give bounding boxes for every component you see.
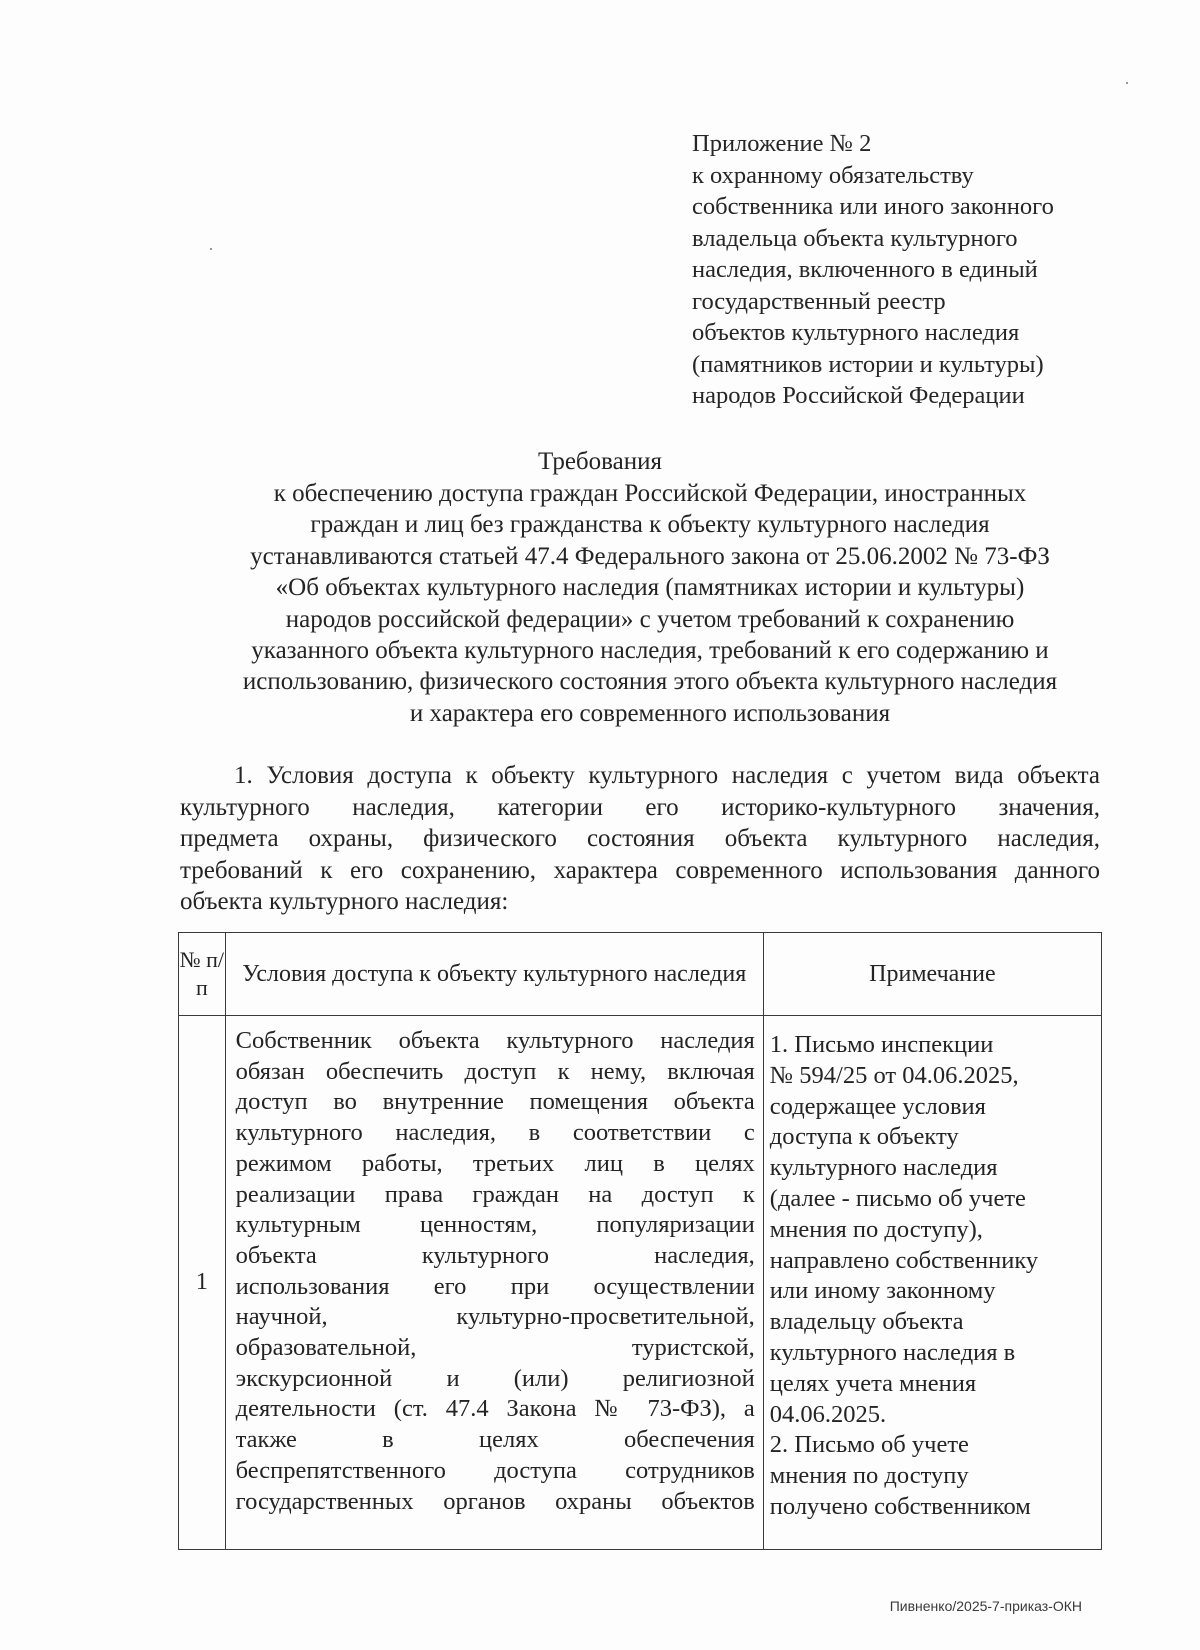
note-line: доступа к объекту: [769, 1123, 959, 1151]
conditions-line: Собственник объекта культурного наследия: [235, 1027, 755, 1054]
conditions-line: культурного наследия, в соответствии с: [235, 1119, 755, 1147]
conditions-line: объекта культурного наследия,: [235, 1241, 755, 1269]
note-line: № 594/25 от 04.06.2025,: [769, 1061, 1019, 1089]
note-line: мнения по доступу),: [769, 1215, 983, 1243]
requirements-line: «Об объектах культурного наследия (памятниках истории и культуры): [275, 574, 1025, 602]
conditions-line: режимом работы, третьих лиц в целях: [235, 1149, 755, 1177]
annex-header: [692, 128, 1132, 412]
row-conditions: [225, 1016, 763, 1550]
note-line: (далее - письмо об учете: [769, 1184, 1026, 1212]
section-1-paragraph: [180, 760, 1100, 918]
access-conditions-table: [178, 932, 1102, 1550]
paragraph-line: предмета охраны, физического состояния объекта культурного наследия,: [180, 825, 1100, 852]
header-conditions: Условия доступа к объекту культурного наследия: [225, 933, 763, 1016]
requirements-line: использованию, физического состояния этого объекта культурного наследия: [242, 668, 1058, 696]
requirements-line: народов российской федерации» с учетом требований к сохранению: [285, 605, 1015, 633]
document-footer: Пивненко/2025-7-приказ-ОКН: [889, 1598, 1082, 1614]
conditions-line: образовательной, туристской,: [235, 1334, 755, 1362]
note-line: 04.06.2025.: [769, 1400, 887, 1428]
row-note: [763, 1016, 1101, 1550]
scan-speck: [1126, 82, 1128, 84]
note-line: направлено собственнику: [769, 1246, 1039, 1274]
requirements-line: и характера его современного использования: [409, 699, 891, 727]
note-line: культурного наследия в: [769, 1338, 1016, 1366]
annex-line: объектов культурного наследия: [692, 319, 1020, 346]
table-row: [179, 1016, 1102, 1550]
note-line: или иному законному: [769, 1277, 996, 1305]
header-number: № п/п: [179, 933, 226, 1016]
paragraph-line: 1. Условия доступа к объекту культурного наследия с учетом вида объекта: [234, 762, 1100, 789]
note-line: мнения по доступу: [769, 1462, 969, 1490]
annex-line: владельца объекта культурного: [692, 224, 1018, 252]
conditions-line: беспрепятственного доступа сотрудников: [235, 1456, 755, 1484]
annex-line: наследия, включенного в единый: [692, 256, 1038, 283]
requirements-title: Требования: [538, 448, 662, 475]
conditions-line: культурным ценностям, популяризации: [235, 1211, 755, 1239]
conditions-line: экскурсионной и (или) религиозной: [235, 1364, 755, 1392]
paragraph-line: требований к его сохранению, характера современного использования данного: [180, 856, 1100, 884]
note-line: содержащее условия: [769, 1092, 986, 1120]
annex-line: к охранному обязательству: [692, 161, 974, 189]
conditions-line: доступ во внутренние помещения объекта: [235, 1088, 755, 1116]
conditions-line: обязан обеспечить доступ к нему, включая: [235, 1057, 755, 1085]
annex-line: народов Российской Федерации: [692, 382, 1025, 409]
note-line: культурного наследия: [769, 1154, 998, 1182]
paragraph-line: объекта культурного наследия:: [180, 888, 509, 915]
note-line: получено собственником: [769, 1492, 1031, 1520]
note-line: целях учета мнения: [769, 1369, 977, 1397]
paragraph-line: культурного наследия, категории его историко-культурного значения,: [180, 793, 1100, 821]
requirements-line: к обеспечению доступа граждан Российской Федерации, иностранных: [273, 480, 1027, 507]
annex-line: Приложение № 2: [692, 130, 872, 157]
conditions-line: научной, культурно-просветительной,: [235, 1303, 755, 1331]
note-line: 1. Письмо инспекции: [769, 1031, 994, 1058]
conditions-line: государственных органов охраны объектов: [235, 1487, 755, 1515]
conditions-line: деятельности (ст. 47.4 Закона № 73-ФЗ), а: [235, 1395, 755, 1423]
annex-line: собственника или иного законного: [692, 193, 1054, 220]
annex-line: государственный реестр: [692, 287, 946, 315]
scan-speck: [210, 248, 212, 250]
note-line: владельцу объекта: [769, 1308, 964, 1336]
conditions-line: реализации права граждан на доступ к: [235, 1180, 755, 1208]
table-header-row: [179, 933, 1102, 1016]
requirements-line: указанного объекта культурного наследия, требований к его содержанию и: [251, 637, 1049, 665]
requirements-line: устанавливаются статьей 47.4 Федерального закона от 25.06.2002 № 73-ФЗ: [250, 542, 1050, 570]
conditions-line: использования его при осуществлении: [235, 1272, 755, 1300]
header-note: Примечание: [763, 933, 1101, 1016]
requirements-subtitle: [180, 478, 1120, 729]
requirements-line: граждан и лиц без гражданства к объекту культурного наследия: [310, 511, 990, 539]
row-number: 1: [179, 1016, 226, 1550]
note-line: 2. Письмо об учете: [769, 1431, 969, 1459]
conditions-line: также в целях обеспечения: [235, 1426, 755, 1454]
annex-line: (памятников истории и культуры): [692, 350, 1044, 378]
